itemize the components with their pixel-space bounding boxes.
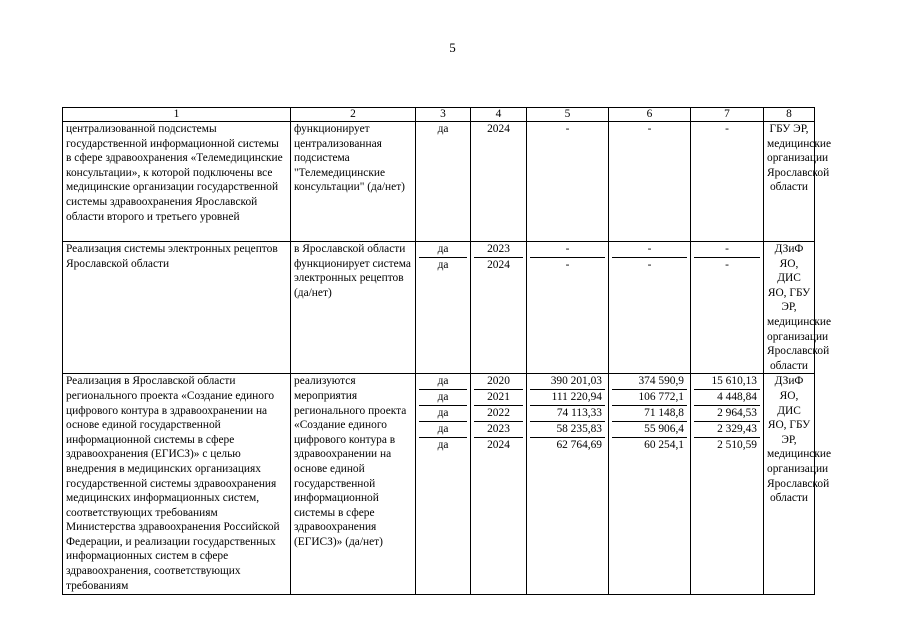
header-cell: 7 [691,108,764,122]
table-row [63,374,815,595]
cell-value: 2023 [474,422,523,438]
cell-value: 2024 [487,439,510,452]
cell-value: 15 610,13 [694,374,760,390]
year-cell [471,374,527,595]
measure-description: централизованной подсистемы государственной информационной системы в сфере здравоохранения «Телемедицинские консультации», к которой подключены все медицинские организации государственной системы здравоохранения Ярославской области второго и третьего уровней [63,122,291,242]
cell-value: да [419,422,467,438]
executor-cell: ДЗиФ ЯО, ДИС ЯО, ГБУ ЭР, медицинские организации Ярославской области [764,242,815,374]
cell-value: 374 590,9 [612,374,687,390]
measure-description: Реализация системы электронных рецептов Ярославской области [63,242,291,374]
amount-cell [609,242,691,374]
cell-value: да [419,242,467,258]
cell-value: 55 906,4 [612,422,687,438]
cell-value: 2021 [474,390,523,406]
cell-value: - [565,123,570,135]
cell-value: - [725,123,729,135]
cell-value: 2 510,59 [717,439,757,452]
table-header-row [63,108,815,122]
cell-value: 2 964,53 [694,406,760,422]
executor-cell: ГБУ ЭР, медицинские организации Ярославской области [764,122,815,242]
cell-value: 71 148,8 [612,406,687,422]
cell-value: 2 329,43 [694,422,760,438]
indicator-description: реализуются мероприятия регионального проекта «Создание единого цифрового контура в здравоохранении на основе единой государственной информационной системы в сфере здравоохранения (ЕГИСЗ)» (да/нет) [291,374,416,595]
header-cell: 6 [609,108,691,122]
header-cell: 8 [764,108,815,122]
cell-value: да [437,439,449,452]
cell-value: - [565,259,570,271]
cell-value: да [419,390,467,406]
amount-cell [609,122,691,242]
cell-value: 4 448,84 [694,390,760,406]
cell-value: 62 764,69 [556,439,602,452]
cell-value: 58 235,83 [530,422,605,438]
cell-value: да [437,259,449,271]
table-row [63,122,815,242]
value-cell [416,242,471,374]
indicator-description: в Ярославской области функционирует система электронных рецептов (да/нет) [291,242,416,374]
amount-cell [527,242,609,374]
amount-cell [527,122,609,242]
cell-value: 60 254,1 [644,439,684,452]
header-cell: 3 [416,108,471,122]
cell-value: 2020 [474,374,523,390]
document-table [62,107,832,595]
cell-value: - [530,242,605,258]
amount-cell [691,122,764,242]
page-number: 5 [449,40,456,55]
cell-value: 106 772,1 [612,390,687,406]
table-row [63,242,815,374]
cell-value: 111 220,94 [530,390,605,406]
header-cell: 2 [291,108,416,122]
executor-cell: ДЗиФ ЯО, ДИС ЯО, ГБУ ЭР, медицинские организации Ярославской области [764,374,815,595]
cell-value: да [437,123,449,135]
cell-value: 74 113,33 [530,406,605,422]
cell-value: 2024 [487,259,510,271]
cell-value: - [612,242,687,258]
amount-cell [609,374,691,595]
cell-value: 2023 [474,242,523,258]
header-cell: 5 [527,108,609,122]
cell-value: - [694,242,760,258]
cell-value: да [419,406,467,422]
indicator-description: функционирует централизованная подсистема "Телемедицинские консультации" (да/нет) [291,122,416,242]
header-cell: 4 [471,108,527,122]
cell-value: 2024 [487,123,510,135]
cell-value: - [725,259,729,271]
header-cell: 1 [63,108,291,122]
year-cell [471,242,527,374]
value-cell [416,374,471,595]
amount-cell [691,242,764,374]
cell-value: 390 201,03 [530,374,605,390]
amount-cell [691,374,764,595]
amount-cell [527,374,609,595]
value-cell [416,122,471,242]
measure-description: Реализация в Ярославской области регионального проекта «Создание единого цифрового контура в здравоохранении на основе единой государственной информационной системы в сфере здравоохранения (ЕГИСЗ)» с целью внедрения в медицинских организациях государственной системы здравоохранения медицинских информационных систем, соответствующих требованиям Министерства здравоохранения Российской Федерации, и реализации государственных информационных систем в сфере здравоохранения, соответствующих требованиям [63,374,291,595]
cell-value: - [647,259,652,271]
cell-value: да [419,374,467,390]
cell-value: 2022 [474,406,523,422]
year-cell [471,122,527,242]
cell-value: - [647,123,652,135]
